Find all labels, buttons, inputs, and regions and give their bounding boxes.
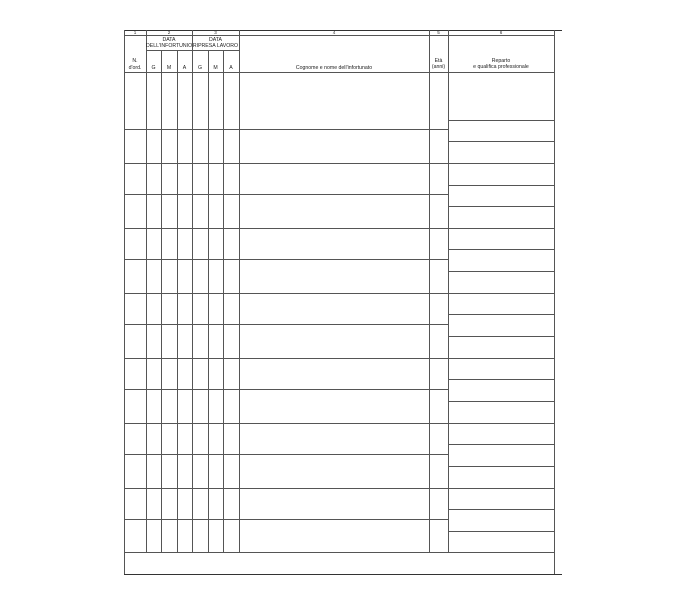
header-age-line1: Età bbox=[434, 58, 443, 64]
column-number-1: 1 bbox=[133, 30, 137, 35]
header-return-date-line2: RIPRESA LAVORO bbox=[192, 43, 239, 49]
department-row-separator bbox=[448, 120, 554, 121]
right-border bbox=[554, 30, 555, 574]
department-row-separator bbox=[448, 163, 554, 164]
row-separator bbox=[124, 454, 448, 455]
col-line-return-a bbox=[223, 50, 224, 552]
header-age-line2: (anni) bbox=[431, 64, 446, 70]
header-return-date-line1: DATA bbox=[208, 37, 223, 43]
header-injury-date-line2: DELL'INFORTUNIO bbox=[146, 43, 193, 49]
department-row-separator bbox=[448, 444, 554, 445]
column-number-6: 6 bbox=[499, 30, 503, 35]
department-row-separator bbox=[448, 293, 554, 294]
column-number-5: 5 bbox=[437, 30, 440, 35]
row-separator bbox=[124, 163, 448, 164]
department-row-separator bbox=[448, 509, 554, 510]
header-name: Cognome e nome dell'infortunato bbox=[295, 65, 373, 71]
row-separator bbox=[124, 389, 448, 390]
col-line-name bbox=[239, 30, 240, 552]
department-row-separator bbox=[448, 206, 554, 207]
header-injury-date-line1: DATA bbox=[162, 37, 176, 43]
department-row-separator bbox=[448, 314, 554, 315]
department-row-separator bbox=[448, 423, 554, 424]
department-row-separator bbox=[448, 379, 554, 380]
header-order-number-line1: N. bbox=[132, 58, 138, 64]
col-line-injury-a bbox=[177, 50, 178, 552]
footer-line bbox=[124, 552, 554, 553]
left-border bbox=[124, 30, 125, 574]
header-injury-day: G bbox=[151, 65, 156, 71]
col-line-return-m bbox=[208, 50, 209, 552]
col-line-return bbox=[192, 30, 193, 552]
row-separator bbox=[124, 228, 448, 229]
column-number-3: 3 bbox=[214, 30, 217, 35]
column-number-4: 4 bbox=[332, 30, 336, 35]
col-line-age bbox=[429, 30, 430, 552]
header-bottom-line bbox=[124, 72, 554, 73]
header-injury-year: A bbox=[182, 65, 187, 71]
department-row-separator bbox=[448, 466, 554, 467]
row-separator bbox=[124, 259, 448, 260]
header-injury-month: M bbox=[166, 65, 172, 71]
header-order-number-line2: d'ord. bbox=[128, 65, 142, 71]
col-line-department bbox=[448, 30, 449, 552]
header-department-line2: e qualifica professionale bbox=[473, 64, 529, 70]
department-row-separator bbox=[448, 185, 554, 186]
department-row-separator bbox=[448, 358, 554, 359]
row-separator bbox=[124, 194, 448, 195]
row-separator bbox=[124, 129, 448, 130]
department-row-separator bbox=[448, 228, 554, 229]
department-row-separator bbox=[448, 336, 554, 337]
col-line-order bbox=[146, 30, 147, 552]
column-number-2: 2 bbox=[167, 30, 171, 35]
header-return-day: G bbox=[197, 65, 203, 71]
department-row-separator bbox=[448, 249, 554, 250]
header-return-year: A bbox=[229, 65, 233, 71]
department-row-separator bbox=[448, 488, 554, 489]
row-separator bbox=[124, 423, 448, 424]
department-row-separator bbox=[448, 141, 554, 142]
row-separator bbox=[124, 324, 448, 325]
header-department-line1: Reparto bbox=[491, 58, 511, 64]
row-separator bbox=[124, 293, 448, 294]
bottom-border bbox=[124, 574, 562, 575]
header-return-month: M bbox=[213, 65, 218, 71]
col-line-injury-m bbox=[161, 50, 162, 552]
department-row-separator bbox=[448, 401, 554, 402]
department-row-separator bbox=[448, 271, 554, 272]
row-separator bbox=[124, 358, 448, 359]
row-separator bbox=[124, 488, 448, 489]
department-row-separator bbox=[448, 531, 554, 532]
row-separator bbox=[124, 519, 448, 520]
